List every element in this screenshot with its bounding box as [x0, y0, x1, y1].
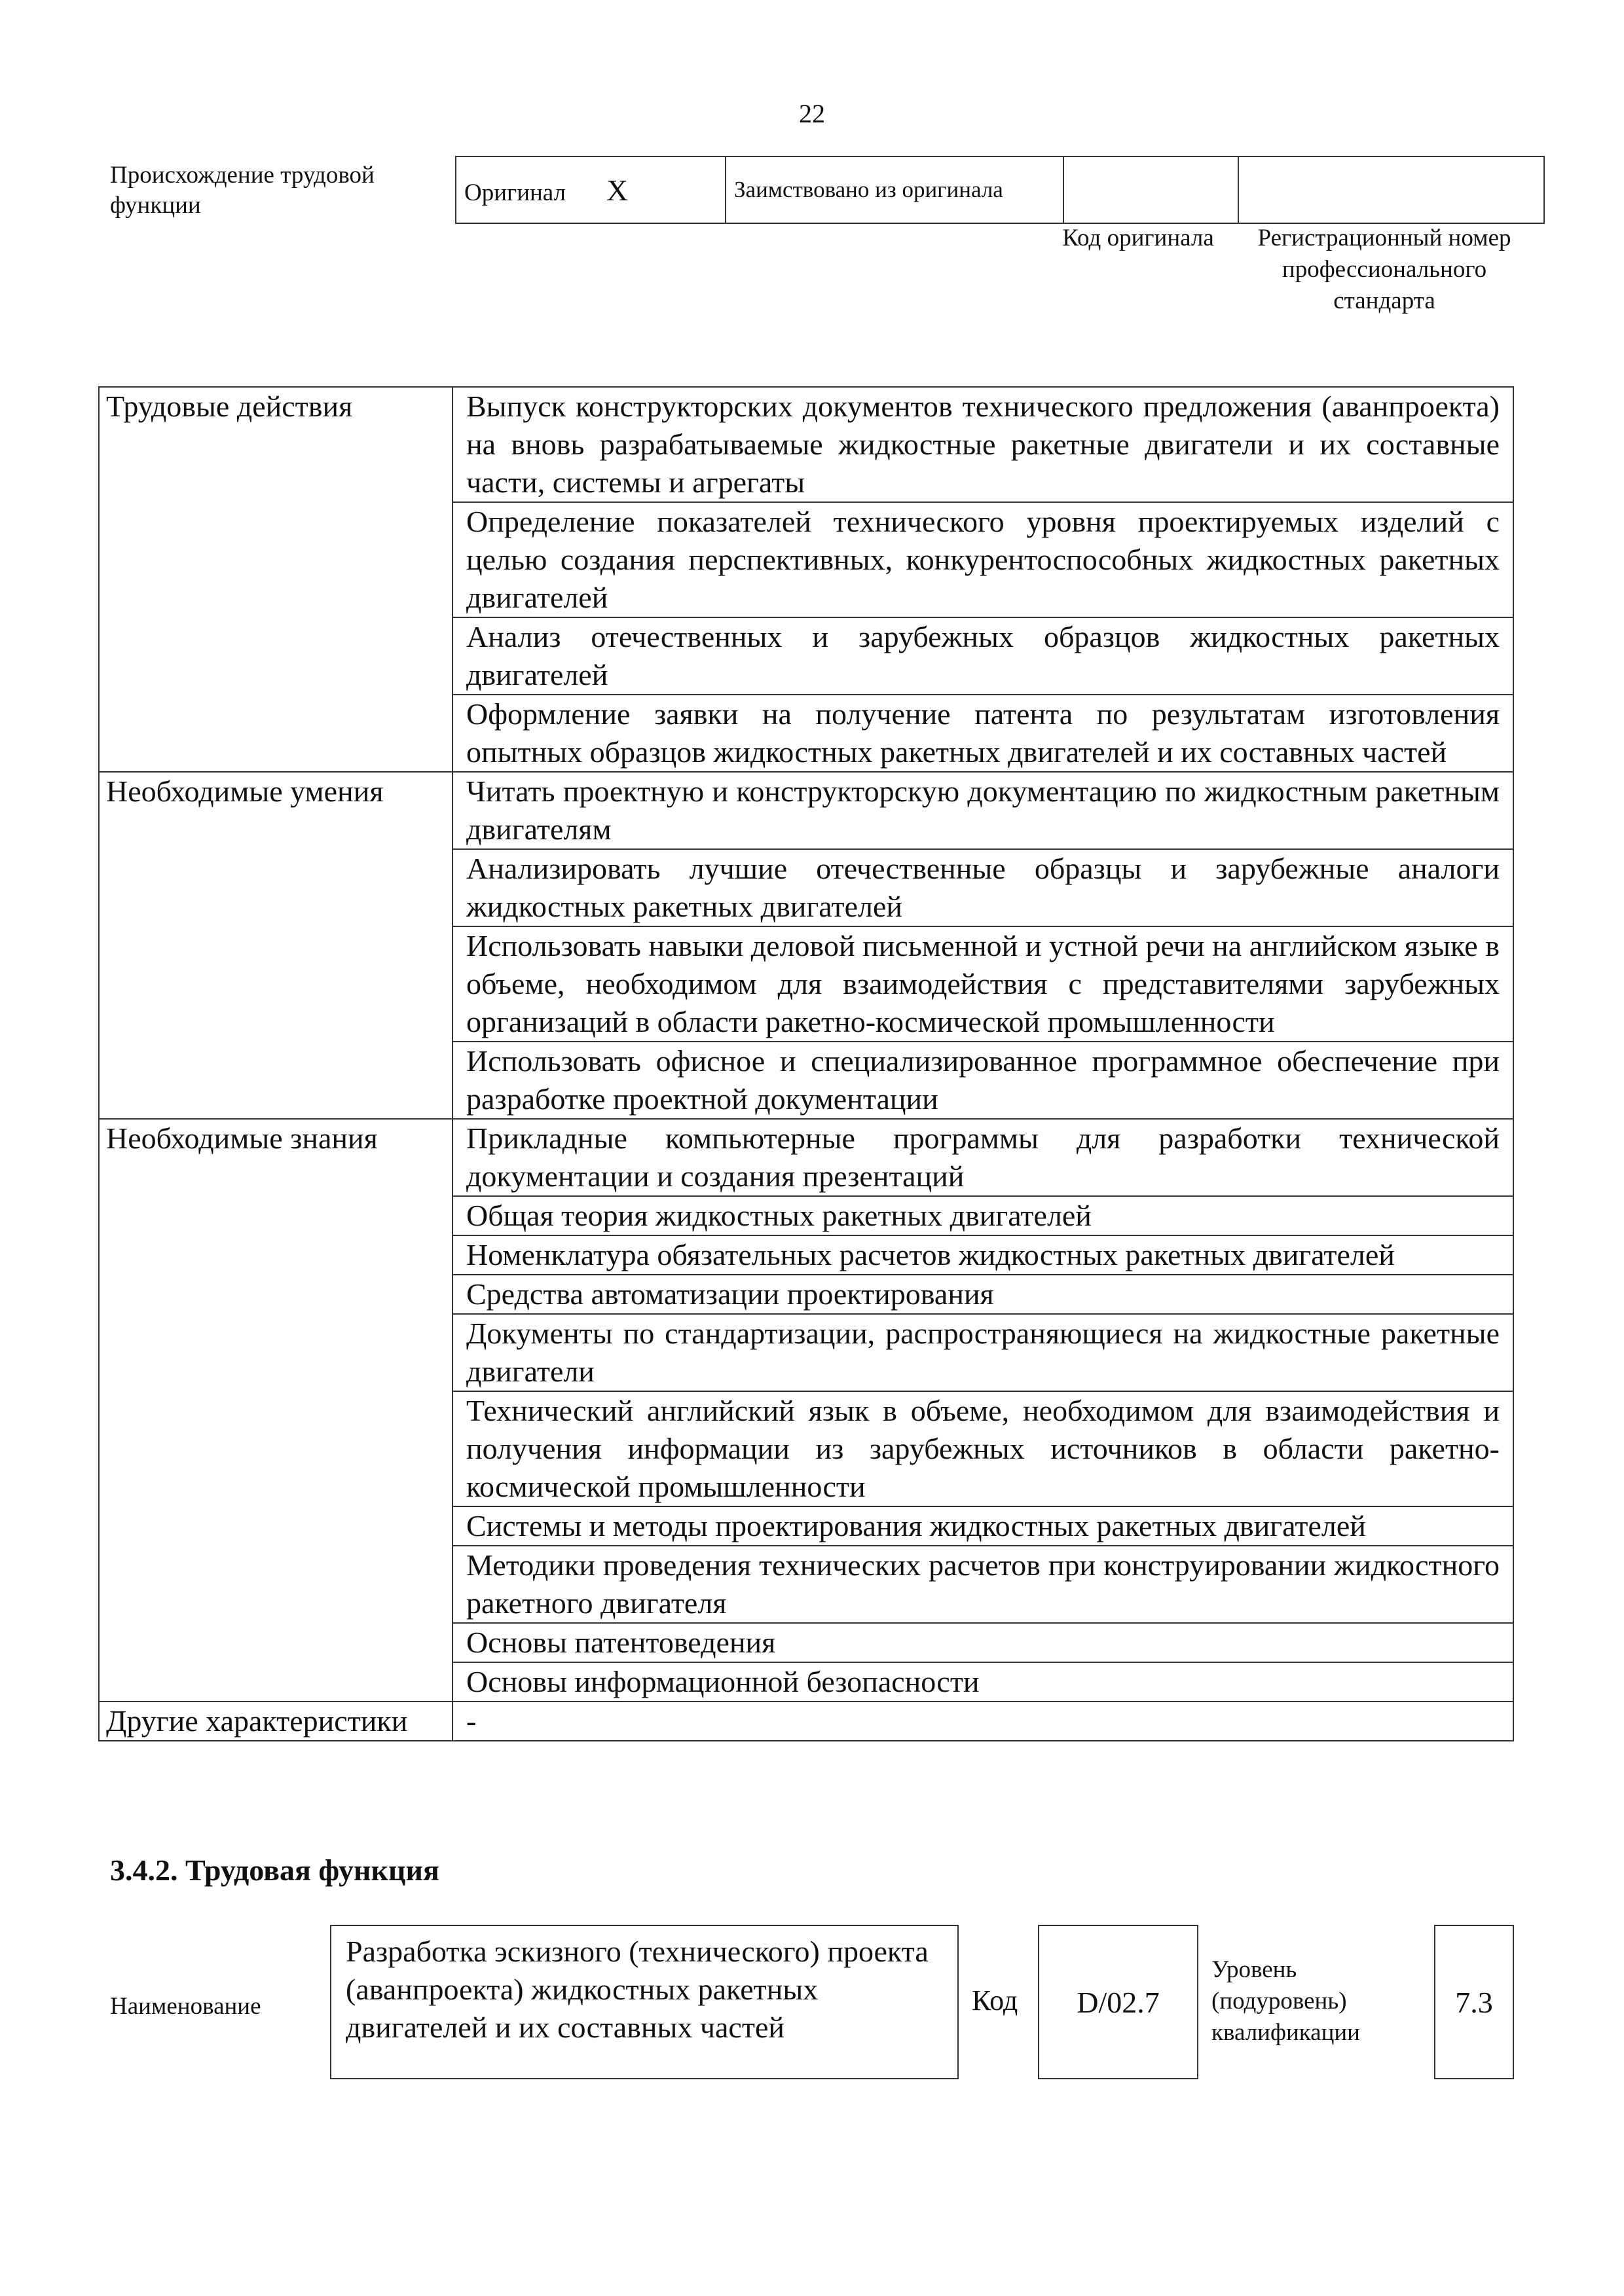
table-row [99, 1119, 1513, 1196]
table-row [99, 387, 1513, 502]
origin-code-cell [1063, 156, 1238, 223]
characteristics-table [98, 386, 1514, 1741]
function-code-label: Код [972, 1984, 1018, 2016]
group-label: Необходимые умения [99, 772, 452, 1119]
group-item: Использовать навыки деловой письменной и устной речи на английском языке в объеме, необходимом для взаимодействия с представителями зарубежных организаций в области ракетно-космической промышленности [452, 926, 1513, 1042]
group-label: Трудовые действия [99, 387, 452, 772]
group-item: Общая теория жидкостных ракетных двигателей [452, 1196, 1513, 1235]
function-name-value: Разработка эскизного (технического) проекта (аванпроекта) жидкостных ракетных двигателей и их составных частей [330, 1925, 959, 2079]
group-item: Документы по стандартизации, распространяющиеся на жидкостные ракетные двигатели [452, 1314, 1513, 1391]
group-item: Выпуск конструкторских документов технического предложения (аванпроекта) на вновь разрабатываемые жидкостные ракетные двигатели и их составные части, системы и агрегаты [452, 387, 1513, 502]
group-item: Анализировать лучшие отечественные образцы и зарубежные аналоги жидкостных ракетных двигателей [452, 849, 1513, 926]
origin-table [455, 156, 1545, 224]
group-item: Читать проектную и конструкторскую документацию по жидкостным ракетным двигателям [452, 772, 1513, 849]
group-item: Средства автоматизации проектирования [452, 1275, 1513, 1314]
table-row [99, 772, 1513, 849]
code-caption: Код оригинала [1062, 225, 1214, 251]
origin-borrowed-cell: Заимствовано из оригинала [726, 156, 1063, 223]
reg-caption: Регистрационный номер профессионального стандарта [1257, 225, 1511, 314]
group-item: Использовать офисное и специализированное программное обеспечение при разработке проектной документации [452, 1042, 1513, 1119]
group-item: Основы патентоведения [452, 1623, 1513, 1662]
group-label: Необходимые знания [99, 1119, 452, 1702]
table-row [99, 1702, 1513, 1741]
group-item: Оформление заявки на получение патента по результатам изготовления опытных образцов жидкостных ракетных двигателей и их составных частей [452, 695, 1513, 772]
group-label: Другие характеристики [99, 1702, 452, 1741]
function-code-value: D/02.7 [1038, 1925, 1198, 2079]
group-item: Основы информационной безопасности [452, 1662, 1513, 1702]
origin-original-mark: X [606, 173, 629, 207]
section-heading: 3.4.2. Трудовая функция [110, 1853, 439, 1887]
origin-label: Происхождение трудовой функции [110, 162, 375, 219]
page-number: 22 [799, 99, 825, 128]
qualification-level-label: Уровень (подуровень) квалификации [1211, 1956, 1360, 2046]
origin-original-label: Оригинал [464, 179, 566, 206]
group-item: Технический английский язык в объеме, необходимом для взаимодействия и получения информации из зарубежных источников в области ракетно-космической промышленности [452, 1391, 1513, 1506]
group-item: Системы и методы проектирования жидкостных ракетных двигателей [452, 1506, 1513, 1546]
origin-original-cell [456, 156, 726, 223]
group-item: Анализ отечественных и зарубежных образцов жидкостных ракетных двигателей [452, 617, 1513, 695]
qualification-level-value: 7.3 [1434, 1925, 1514, 2079]
group-item: Методики проведения технических расчетов при конструировании жидкостного ракетного двигателя [452, 1546, 1513, 1623]
origin-reg-cell [1238, 156, 1544, 223]
group-item: Прикладные компьютерные программы для разработки технической документации и создания презентаций [452, 1119, 1513, 1196]
group-item: - [452, 1702, 1513, 1741]
group-item: Определение показателей технического уровня проектируемых изделий с целью создания перспективных, конкурентоспособных жидкостных ракетных двигателей [452, 502, 1513, 617]
function-name-label: Наименование [110, 1993, 261, 2020]
group-item: Номенклатура обязательных расчетов жидкостных ракетных двигателей [452, 1235, 1513, 1275]
